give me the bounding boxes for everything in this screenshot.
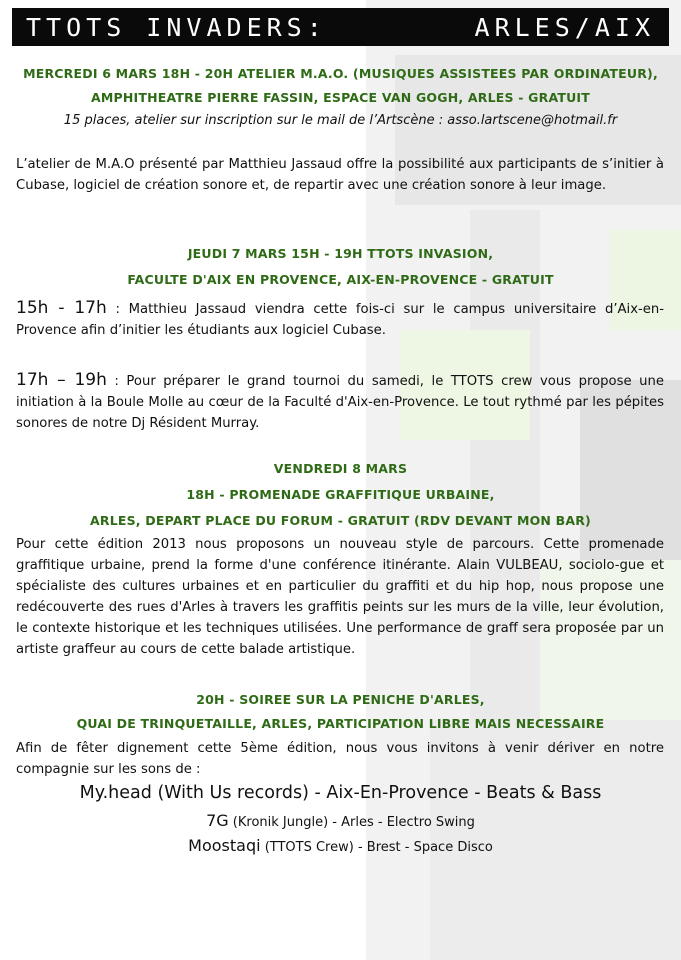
artist-line bbox=[0, 811, 681, 830]
slot-2-time: 17h – 19h bbox=[16, 370, 107, 390]
friday-heading-line1: VENDREDI 8 MARS bbox=[273, 461, 408, 476]
wednesday-heading-line1: MERCREDI 6 MARS 18H - 20H ATELIER M.A.O. (MUSIQUES ASSISTEES PAR ORDINATEUR), bbox=[23, 66, 658, 81]
artist-details: - Aix-En-Provence - Beats & Bass bbox=[308, 783, 602, 803]
thursday-heading-line1: JEUDI 7 MARS 15H - 19H TTOTS INVASION, bbox=[187, 246, 494, 261]
artist-line bbox=[0, 783, 681, 803]
thursday-slot-2 bbox=[16, 370, 664, 434]
soiree-heading-line1: 20H - SOIREE SUR LA PENICHE D'ARLES, bbox=[196, 692, 485, 707]
page-title bbox=[12, 8, 669, 46]
soiree-intro: Afin de fêter dignement cette 5ème édition, nous vous invitons à venir dériver en notre compagnie sur les sons de : bbox=[16, 741, 664, 777]
wednesday-registration-note: 15 places, atelier sur inscription sur le mail de l’Artscène : asso.lartscene@hotmail.fr bbox=[63, 113, 618, 128]
soiree-heading-line2: QUAI DE TRINQUETAILLE, ARLES, PARTICIPATION LIBRE MAIS NECESSAIRE bbox=[76, 716, 605, 731]
wednesday-heading-line2: AMPHITHEATRE PIERRE FASSIN, ESPACE VAN GOGH, ARLES - GRATUIT bbox=[90, 90, 591, 105]
artist-line bbox=[0, 836, 681, 855]
thursday-heading-line2: FACULTE D'AIX EN PROVENCE, AIX-EN-PROVENCE - GRATUIT bbox=[127, 272, 554, 287]
friday-heading-line2: 18H - PROMENADE GRAFFITIQUE URBAINE, bbox=[186, 487, 495, 502]
artist-label: (With Us records) bbox=[151, 783, 309, 803]
friday-description: Pour cette édition 2013 nous proposons un nouveau style de parcours. Cette promenade graffitique urbaine, prend la forme d'une conférence itinérante. Alain VULBEAU, sociolo-gue et spécialiste des cultures urbaines et en particulier du graffiti et du hip hop, nous propose une redécouverte des rues d'Arles à travers les graffitis peints sur les murs de la ville, leur évolution, le contexte historique et les techniques utilisées. Une performance de graff sera proposée par un artiste graffeur au cours de cette balade artistique. bbox=[16, 537, 664, 657]
thursday-slot-1 bbox=[16, 298, 664, 341]
artist-label: (TTOTS Crew) bbox=[260, 840, 354, 855]
artist-details: - Arles - Electro Swing bbox=[328, 815, 475, 830]
artist-name: Moostaqi bbox=[188, 836, 261, 855]
slot-1-time: 15h - 17h bbox=[16, 298, 107, 318]
artist-name: My.head bbox=[79, 783, 152, 803]
artist-label: (Kronik Jungle) bbox=[228, 815, 329, 830]
wednesday-description: L’atelier de M.A.O présenté par Matthieu Jassaud offre la possibilité aux participants de s’initier à Cubase, logiciel de création sonore et, de repartir avec une création sonore à leur image. bbox=[16, 157, 664, 193]
artist-details: - Brest - Space Disco bbox=[353, 840, 493, 855]
slot-1-text: : Matthieu Jassaud viendra cette fois-ci sur le campus universitaire d’Aix-en-Provence afin d’initier les étudiants aux logiciel Cubase. bbox=[16, 302, 664, 338]
artist-name: 7G bbox=[206, 811, 229, 830]
slot-2-text: : Pour préparer le grand tournoi du samedi, le TTOTS crew vous propose une initiation à la Boule Molle au cœur de la Faculté d'Aix-en-Provence. Le tout rythmé par les pépites sonores de notre Dj Résident Murray. bbox=[16, 374, 664, 431]
friday-heading-line3: ARLES, DEPART PLACE DU FORUM - GRATUIT (RDV DEVANT MON BAR) bbox=[90, 513, 591, 528]
title-right: ARLES/AIX bbox=[474, 12, 655, 42]
title-left: TTOTS INVADERS: bbox=[26, 12, 327, 42]
